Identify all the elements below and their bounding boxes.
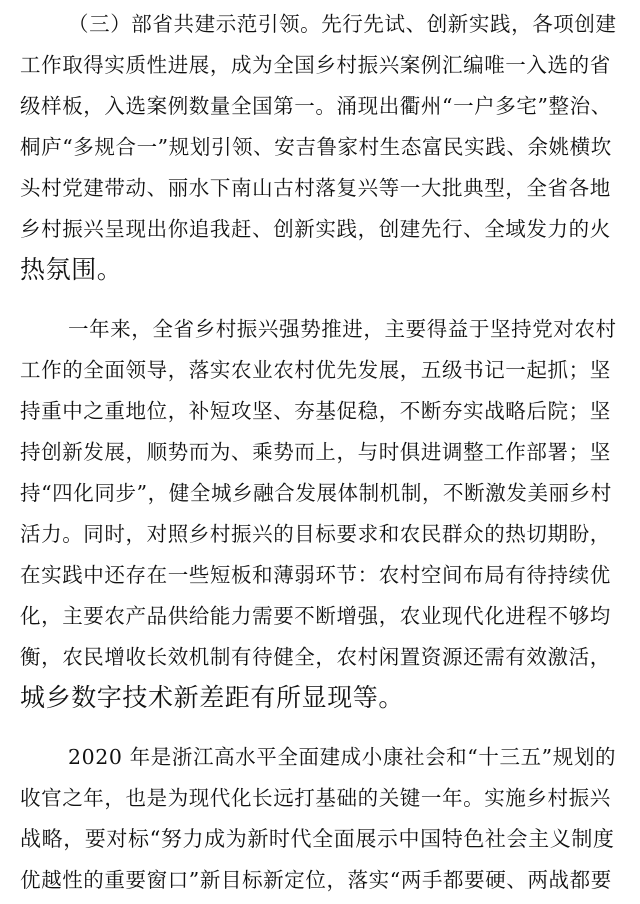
paragraph-2-line-1: 一年来，全省乡村振兴强势推进，主要得益于坚持党对农村 [68,317,617,341]
paragraph-2-line-3: 持重中之重地位，补短攻坚、夯基促稳，不断夯实战略后院；坚 [20,399,611,423]
paragraph-1-line-1: （三）部省共建示范引领。先行先试、创新实践，各项创建 [68,12,617,36]
paragraph-2-line-10: 城乡数字技术新差距有所显现等。 [20,683,405,712]
paragraph-2-line-2: 工作的全面领导，落实农业农村优先发展，五级书记一起抓；坚 [20,358,611,382]
paragraph-3-line-3: 战略，要对标“努力成为新时代全面展示中国特色社会主义制度 [20,827,615,851]
paragraph-1-line-6: 乡村振兴呈现出你追我赶、创新实践，创建先行、全域发力的火 [20,217,611,241]
paragraph-2-line-7: 在实践中还存在一些短板和薄弱环节：农村空间布局有待持续优 [20,563,611,587]
paragraph-2-line-6: 活力。同时，对照乡村振兴的目标要求和农民群众的热切期盼， [20,522,611,546]
paragraph-1-line-5: 头村党建带动、丽水下南山古村落复兴等一大批典型，全省各地 [20,176,611,200]
paragraph-1-line-3: 级样板，入选案例数量全国第一。涌现出衢州“一户多宅”整治、 [20,94,612,118]
paragraph-2-line-9: 衡，农民增收长效机制有待健全，农村闲置资源还需有效激活， [20,645,611,669]
paragraph-3-line-2: 收官之年，也是为现代化长远打基础的关键一年。实施乡村振兴 [20,786,611,810]
paragraph-1-line-4: 桐庐“多规合一”规划引领、安吉鲁家村生态富民实践、余姚横坎 [20,135,612,159]
paragraph-2-line-4: 持创新发展，顺势而为、乘势而上，与时俱进调整工作部署；坚 [20,440,611,464]
paragraph-3-line-1: 2020 年是浙江高水平全面建成小康社会和“十三五”规划的 [68,745,617,769]
paragraph-1-line-7: 热氛围。 [20,255,123,284]
paragraph-1-line-2: 工作取得实质性进展，成为全国乡村振兴案例汇编唯一入选的省 [20,53,611,77]
paragraph-2-line-8: 化，主要农产品供给能力需要不断增强，农业现代化进程不够均 [20,604,611,628]
paragraph-2-line-5: 持“四化同步”，健全城乡融合发展体制机制，不断激发美丽乡村 [20,481,612,505]
paragraph-3-line-4: 优越性的重要窗口”新目标新定位，落实“两手都要硬、两战都要 [20,868,612,892]
document-page [20,6,622,901]
